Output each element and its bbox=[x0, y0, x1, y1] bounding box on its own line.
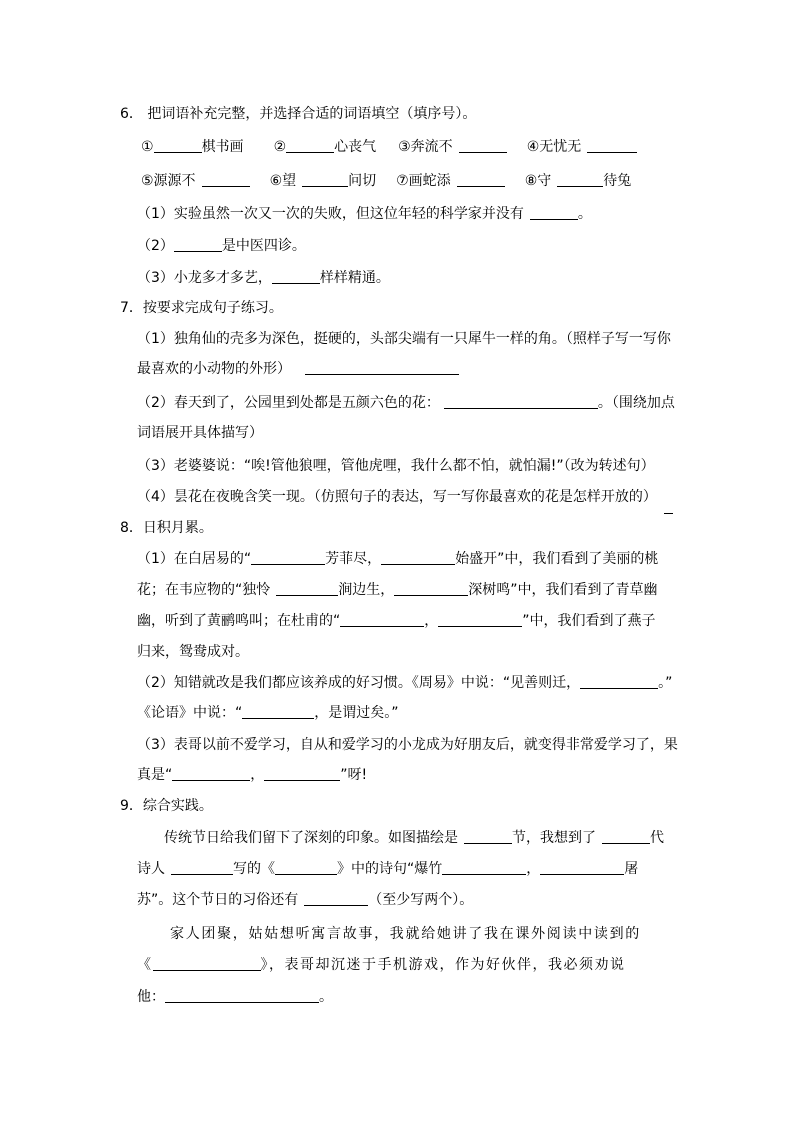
blank-5[interactable] bbox=[202, 172, 250, 187]
sentence-text: （2）春天到了，公园里到处都是五颜六色的花： bbox=[137, 395, 440, 411]
blank-q8-2[interactable] bbox=[381, 550, 455, 565]
para-text: 《 bbox=[137, 957, 153, 973]
blank-4[interactable] bbox=[587, 138, 637, 153]
word-8-text-b: 待兔 bbox=[603, 173, 632, 189]
sentence-text: 。（围绕加点 bbox=[597, 395, 675, 411]
para-text: （至少写两个）。 bbox=[368, 892, 474, 908]
blank-q7-2[interactable] bbox=[444, 394, 598, 409]
q9-para-4: 家人团聚，姑姑想听寓言故事，我就给她讲了我在课外阅读中读到的 bbox=[170, 926, 641, 942]
poem-text: 花；在韦应物的“独怜 bbox=[137, 582, 271, 598]
poem-text: （1）在白居易的“ bbox=[137, 551, 252, 567]
q9-para-6 bbox=[137, 987, 333, 1007]
poem-text: ， bbox=[424, 613, 439, 629]
q7-sentence-4: （4）昙花在夜晚含笑一现。（仿照句子的表达，写一写你最喜欢的花是怎样开放的） bbox=[137, 489, 657, 505]
para-text: 。 bbox=[319, 989, 333, 1005]
blank-q9-5[interactable] bbox=[442, 860, 526, 875]
sentence-text: （1）实验虽然一次又一次的失败，但这位年轻的科学家并没有 bbox=[137, 206, 524, 222]
blank-q8-9[interactable] bbox=[172, 766, 250, 781]
blank-q8-4[interactable] bbox=[394, 581, 468, 596]
word-2-num: ② bbox=[273, 139, 287, 155]
blank-q7-4[interactable] bbox=[664, 499, 673, 514]
blank-q9-8[interactable] bbox=[153, 956, 261, 971]
q7-sentence-3: （3）老婆婆说：“唉!管他狼哩，管他虎哩，我什么都不怕，就怕漏!”（改为转述句） bbox=[137, 458, 655, 474]
q8-line-4: 归来，鸳鸯成对。 bbox=[137, 644, 249, 660]
q9-para-3 bbox=[137, 890, 473, 910]
q6-sentence-2 bbox=[137, 236, 306, 256]
blank-3[interactable] bbox=[459, 138, 507, 153]
word-4-text: ④无忧无 bbox=[526, 139, 582, 155]
blank-q8-3[interactable] bbox=[276, 581, 338, 596]
poem-text: 幽，听到了黄鹂鸣叫；在杜甫的“ bbox=[137, 613, 341, 629]
para-text: 屠 bbox=[624, 861, 639, 877]
q8-line-5 bbox=[137, 673, 672, 693]
q8-title: 8．日积月累。 bbox=[120, 520, 213, 536]
poem-text: 真是“ bbox=[137, 767, 173, 783]
blank-7[interactable] bbox=[457, 172, 505, 187]
blank-q8-7[interactable] bbox=[580, 674, 658, 689]
q6-word-row-1 bbox=[141, 137, 637, 157]
para-text: 写的《 bbox=[233, 861, 275, 877]
para-text: ， bbox=[526, 861, 541, 877]
blank-q8-8[interactable] bbox=[242, 704, 314, 719]
sentence-text: 是中医四诊。 bbox=[221, 238, 306, 254]
q8-line-6 bbox=[137, 703, 399, 723]
q7-sentence-1a: （1）独角仙的壳多为深色，挺硬的，头部尖端有一只犀牛一样的角。（照样子写一写你 bbox=[137, 331, 671, 347]
sentence-text: 最喜欢的小动物的外形） bbox=[137, 361, 291, 377]
poem-text: 涧边生， bbox=[338, 582, 395, 598]
blank-q9-6[interactable] bbox=[540, 860, 624, 875]
para-text: 节，我想到了 bbox=[512, 830, 596, 846]
sentence-text: （2） bbox=[137, 238, 174, 254]
word-3-text: ③奔流不 bbox=[398, 139, 453, 155]
blank-1[interactable] bbox=[154, 138, 202, 153]
poem-text: ， bbox=[250, 767, 265, 783]
para-text: 》，表哥却沉迷于手机游戏，作为好伙伴，我必须劝说 bbox=[260, 957, 626, 973]
q7-sentence-2b: 词语展开具体描写） bbox=[137, 425, 263, 441]
word-1-text: 棋书画 bbox=[201, 139, 244, 155]
para-text: 》中的诗句“爆竹 bbox=[337, 861, 443, 877]
sentence-text: 。 bbox=[577, 206, 592, 222]
para-text: 他： bbox=[137, 989, 165, 1005]
q8-line-7: （3）表哥以前不爱学习，自从和爱学习的小龙成为好朋友后，就变得非常爱学习了，果 bbox=[137, 737, 678, 753]
blank-2[interactable] bbox=[286, 138, 334, 153]
blank-6[interactable] bbox=[302, 172, 348, 187]
q9-para-2 bbox=[137, 859, 638, 879]
q8-line-3 bbox=[137, 611, 656, 631]
q7-sentence-1b bbox=[137, 359, 459, 379]
para-text: 代 bbox=[650, 830, 664, 846]
poem-text: 《论语》中说：“ bbox=[137, 705, 243, 721]
blank-q9-9[interactable] bbox=[165, 988, 319, 1003]
poem-text: ，是谓过矣。” bbox=[314, 705, 399, 721]
para-text: 诗人 bbox=[137, 861, 165, 877]
word-1-num: ① bbox=[141, 139, 154, 155]
q6-sentence-3 bbox=[137, 268, 390, 288]
blank-s1[interactable] bbox=[530, 205, 578, 220]
q6-title: 6． 把词语补充完整，并选择合适的词语填空（填序号）。 bbox=[120, 106, 477, 122]
blank-q8-1[interactable] bbox=[251, 550, 325, 565]
blank-q7-1[interactable] bbox=[305, 360, 459, 375]
poem-text: ”呀! bbox=[340, 767, 368, 783]
q6-word-row-2 bbox=[141, 171, 631, 191]
blank-q8-5[interactable] bbox=[340, 612, 424, 627]
blank-s3[interactable] bbox=[272, 269, 320, 284]
blank-q9-3[interactable] bbox=[171, 860, 233, 875]
q9-para-5 bbox=[137, 955, 626, 975]
sentence-text: （3）小龙多才多艺， bbox=[137, 270, 272, 286]
word-6-text-a: ⑥望 bbox=[269, 173, 297, 189]
poem-text: ”中，我们看到了燕子 bbox=[522, 613, 656, 629]
word-2-text: 心丧气 bbox=[334, 139, 377, 155]
blank-q8-6[interactable] bbox=[438, 612, 522, 627]
para-text: 苏”。这个节日的习俗还有 bbox=[137, 892, 299, 908]
blank-q9-2[interactable] bbox=[602, 829, 650, 844]
q7-sentence-2a bbox=[137, 393, 675, 413]
poem-text: 始盛开”中，我们看到了美丽的桃 bbox=[455, 551, 659, 567]
para-text: 传统节日给我们留下了深刻的印象。如图描绘是 bbox=[164, 830, 458, 846]
poem-text: 芳菲尽， bbox=[325, 551, 382, 567]
q8-line-2 bbox=[137, 580, 658, 600]
blank-q9-4[interactable] bbox=[275, 860, 337, 875]
word-6-text-b: 问切 bbox=[348, 173, 377, 189]
q9-title: 9．综合实践。 bbox=[120, 798, 213, 814]
q7-title: 7．按要求完成句子练习。 bbox=[120, 300, 283, 316]
q8-line-1 bbox=[137, 549, 658, 569]
blank-q8-10[interactable] bbox=[264, 766, 340, 781]
blank-q9-1[interactable] bbox=[464, 829, 512, 844]
poem-text: 。” bbox=[658, 675, 673, 691]
poem-text: 深树鸣”中，我们看到了青草幽 bbox=[468, 582, 658, 598]
blank-q9-7[interactable] bbox=[304, 891, 368, 906]
word-8-text-a: ⑧守 bbox=[524, 173, 552, 189]
blank-8[interactable] bbox=[557, 172, 603, 187]
blank-s2[interactable] bbox=[174, 237, 222, 252]
poem-text: （2）知错就改是我们都应该养成的好习惯。《周易》中说：“见善则迁， bbox=[137, 675, 581, 691]
word-5-text: ⑤源源不 bbox=[141, 173, 196, 189]
word-7-text: ⑦画蛇添 bbox=[396, 173, 451, 189]
sentence-text: 样样精通。 bbox=[319, 270, 390, 286]
q6-sentence-1 bbox=[137, 204, 592, 224]
q8-line-8 bbox=[137, 765, 367, 785]
q9-para-1 bbox=[164, 828, 664, 848]
